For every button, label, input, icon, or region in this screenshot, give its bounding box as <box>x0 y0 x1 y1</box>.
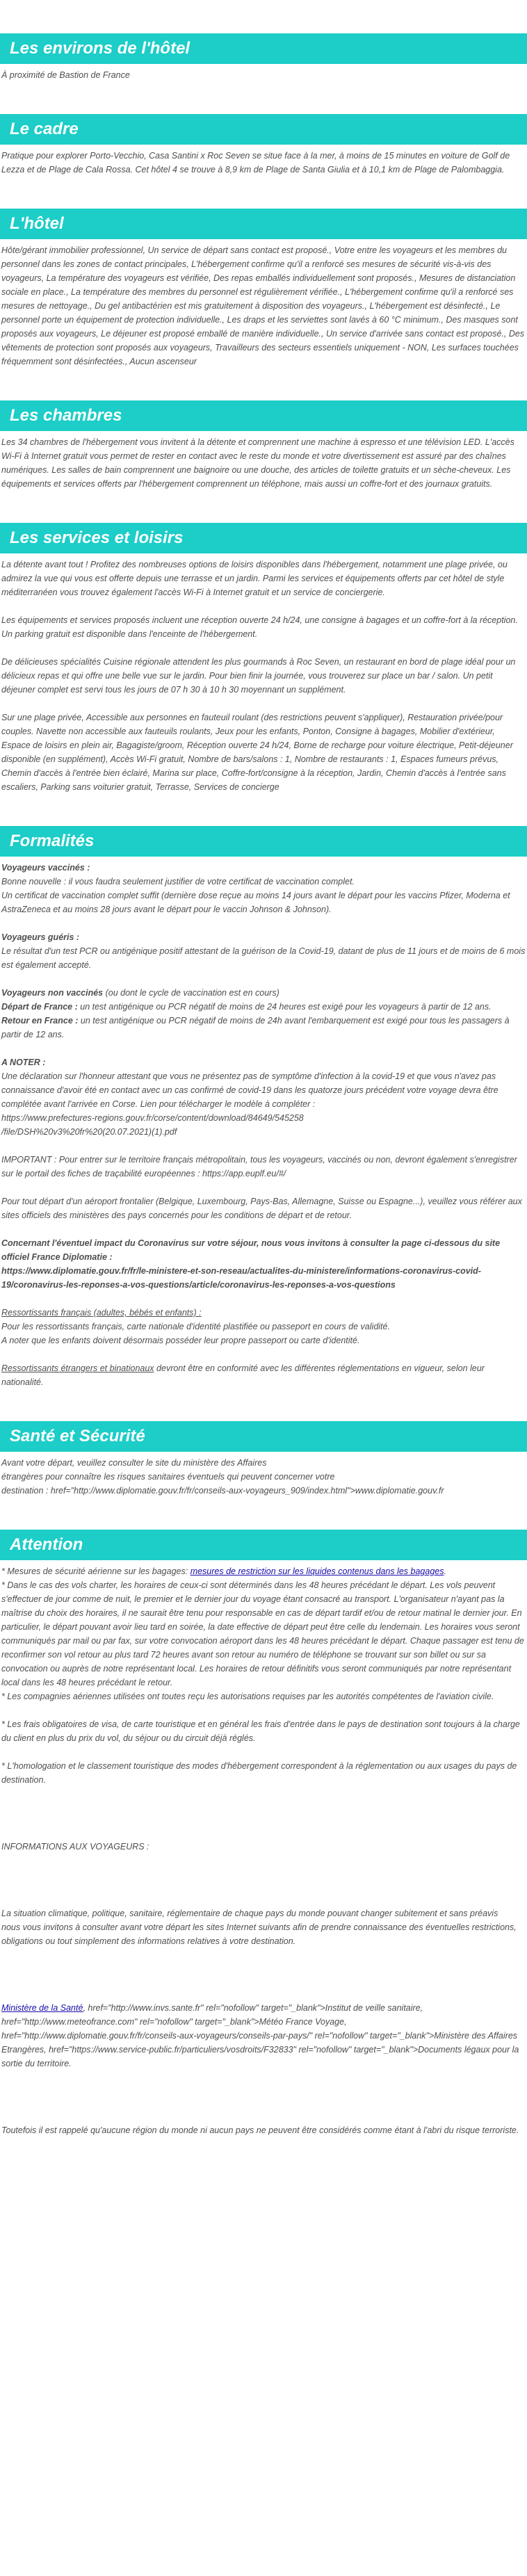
situation-text: La situation climatique, politique, sanitaire, réglementaire de chaque pays du monde pouvant changer subitement et sans préavis <box>1 1909 498 1918</box>
final-text: Toutefois il est rappelé qu'aucune région du monde ni aucun pays ne peuvent être considérés comme étant à l'abri du risque terroriste. <box>1 2125 519 2135</box>
ressortissants-fr-line: A noter que les enfants doivent désormais posséder leur propre passeport ou carte d'identité. <box>1 1336 360 1345</box>
important-text: IMPORTANT : Pour entrer sur le territoire français métropolitain, tous les voyageurs, vaccinés ou non, devront également s'enregistrer sur le portail des fiches de traçabilité européennes : https://app.euplf.eu/#/ <box>1 1155 517 1178</box>
non-vaccines-heading: Voyageurs non vaccinés <box>1 988 104 998</box>
vaccines-block <box>1 861 526 916</box>
spacer <box>1 1801 526 1840</box>
environs-body <box>0 64 527 82</box>
non-vaccines-block <box>1 986 526 1042</box>
services-paragraph: Les équipements et services proposés incluent une réception ouverte 24 h/24, une consigne à bagages et un coffre-fort à la réception. Un parking gratuit est disponible dans l'enceinte de l'hébergement. <box>1 615 518 639</box>
ressortissants-etr-heading: Ressortissants étrangers et binationaux <box>1 1363 154 1373</box>
sites-text: , href="http://www.invs.sante.fr" rel="nofollow" target="_blank">Institut de veille sanitaire, href="http://www.meteofrance.com" rel="nofollow" target="_blank">Météo France Voyage, href="http://www.diplomatie.gouv.fr/fr/conseils-aux-voyageurs/conseils-par-pays/" rel="nofollow" target="_blank">Ministère des Affaires Etrangères, href="https://www.service-public.fr/particuliers/vosdroits/F32833" rel="nofollow" target="_blank">Documents légaux pour la sortie du territoire. <box>1 2003 519 2068</box>
services-heading: Les services et loisirs <box>0 523 527 553</box>
formalites-heading: Formalités <box>0 826 527 857</box>
sante-section <box>0 1421 527 1498</box>
infos-heading: INFORMATIONS AUX VOYAGEURS : <box>1 1842 149 1852</box>
cadre-body <box>0 145 527 177</box>
gueris-text: Le résultat d'un test PCR ou antigénique positif attestant de la guérison de la Covid-19, datant de plus de 11 jours et de moins de 6 mois est également accepté. <box>1 946 526 970</box>
attention-mesures <box>1 1564 526 1703</box>
cadre-section <box>0 114 527 177</box>
vaccines-line: Un certificat de vaccination complet suffit (dernière dose reçue au moins 14 jours avant le départ pour les vaccins Pfizer, Moderna et AstraZeneca et au moins 28 jours avant le départ pour le vaccin Johnson & Johnson). <box>1 891 510 914</box>
note-heading: A NOTER : <box>1 1058 46 1067</box>
attention-heading: Attention <box>0 1530 527 1560</box>
situation-block <box>1 1906 526 1948</box>
ressortissants-fr-line: Pour les ressortissants français, carte nationale d'identité plastifiée ou passeport en cours de validité. <box>1 1322 390 1331</box>
attention-body <box>0 1560 527 2137</box>
services-body <box>0 553 527 794</box>
vaccines-heading: Voyageurs vaccinés : <box>1 863 90 873</box>
sante-ministry-link[interactable]: Ministère de la Santé <box>1 2003 83 2013</box>
chambres-body <box>0 431 527 491</box>
sante-block <box>1 1456 526 1498</box>
chambres-text: Les 34 chambres de l'hébergement vous invitent à la détente et comprennent une machine à espresso et une télévision LED. L'accès Wi-Fi à Internet gratuit vous permet de rester en contact avec le reste du monde et votre divertissement est assuré par des chaînes numériques. Les salles de bain comprennent une baignoire ou une douche, des articles de toilette gratuits et un sèche-cheveux. Les équipements et services offerts par l'hébergement comprennent un téléphone, mais aussi un coffre-fort et des journaux gratuits. <box>1 437 514 489</box>
hotel-body <box>0 239 527 368</box>
compagnies-text: * Les compagnies aériennes utilisées ont toutes reçu les autorisations requises par les autorités compétentes de l'aviation civile. <box>1 1692 494 1701</box>
invitation-text: nous vous invitons à consulter avant votre départ les sites Internet suivants afin de prendre connaissance des éventuelles restrictions, obligations ou tout simplement des informations relatives à votre destination. <box>1 1922 517 1946</box>
services-paragraph: La détente avant tout ! Profitez des nombreuses options de loisirs disponibles dans l'hébergement, notamment une plage privée, ou admirez la vue qui vous est offerte depuis une terrasse et un jardin. Parmi les services et équipements offerts par cet hôtel de style méditerranéen vous trouvez également l'accès Wi-Fi à Internet gratuit et un service de conciergerie. <box>1 560 508 597</box>
spacer <box>1 1868 526 1906</box>
sante-heading: Santé et Sécurité <box>0 1421 527 1452</box>
sante-body <box>0 1452 527 1498</box>
attention-section <box>0 1530 527 2137</box>
vaccines-line: Bonne nouvelle : il vous faudra seulement justifier de votre certificat de vaccination complet. <box>1 877 355 886</box>
note-url: /file/DSH%20v3%20fr%20(20.07.2021)(1).pdf <box>1 1127 177 1137</box>
sante-line: Avant votre départ, veuillez consulter le site du ministère des Affaires <box>1 1458 267 1468</box>
cadre-heading: Le cadre <box>0 114 527 145</box>
concernant-block <box>1 1236 526 1292</box>
ressortissants-fr-block <box>1 1306 526 1347</box>
pays-text: Pour tout départ d'un aéroport frontalier (Belgique, Luxembourg, Pays-Bas, Allemagne, Suisse ou Espagne...), veuillez vous référer aux sites officiels des ministères des pays concernés pour les conditions de départ et de retour. <box>1 1197 522 1220</box>
note-line: Une déclaration sur l'honneur attestant que vous ne présentez pas de symptôme d'infection à la covid-19 et que vous n'avez pas connaissance d'avoir été en contact avec un cas confirmé de covid-19 dans les quatorze jours précédent votre voyage devra être complétée avant l'arrivée en Corse. Lien pour télécharger le modèle à compléter : <box>1 1071 498 1109</box>
mesures-suffix: . <box>444 1566 446 1576</box>
concernant-text: Concernant l'éventuel impact du Coronavirus sur votre séjour, nous vous invitons à consulter la page ci-dessous du site officiel France Diplomatie : <box>1 1238 501 1262</box>
formalites-body <box>0 857 527 1389</box>
frais-text: * Les frais obligatoires de visa, de carte touristique et en général les frais d'entrée dans le pays de destination sont toujours à la charge du client en plus du prix du vol, du séjour ou du circuit déjà réglés. <box>1 1719 520 1743</box>
non-vaccines-suffix: (ou dont le cycle de vaccination est en cours) <box>103 988 279 998</box>
ressortissants-fr-heading: Ressortissants français (adultes, bébés et enfants) : <box>1 1308 202 1318</box>
mesures-prefix: * Mesures de sécurité aérienne sur les bagages: <box>1 1566 190 1576</box>
gueris-heading: Voyageurs guéris : <box>1 932 80 942</box>
ressortissants-etr-block <box>1 1361 526 1389</box>
environs-section <box>0 33 527 82</box>
services-section <box>0 523 527 794</box>
sante-line: étrangères pour connaître les risques sanitaires éventuels qui peuvent concerner votre <box>1 1472 335 1482</box>
depart-text: un test antigénique ou PCR négatif de moins de 24 heures est exigé pour les voyageurs à partir de 12 ans. <box>77 1002 492 1012</box>
cadre-text: Pratique pour explorer Porto-Vecchio, Casa Santini x Roc Seven se situe face à la mer, à moins de 15 minutes en voiture de Golf de Lezza et de Plage de Cala Rossa. Cet hôtel 4 se trouve à 8,9 km de Plage de Santa Giulia et à 10,1 km de Plage de Palombaggia. <box>1 151 510 175</box>
spacer <box>1 1962 526 2001</box>
environs-text: À proximité de Bastion de France <box>1 70 130 80</box>
chambres-heading: Les chambres <box>0 400 527 431</box>
chambres-section <box>0 400 527 491</box>
retour-label: Retour en France : <box>1 1016 79 1026</box>
concernant-url: https://www.diplomatie.gouv.fr/fr/le-ministere-et-son-reseau/actualites-du-ministere/informations-coronavirus-covid-19/coronavirus-les-reponses-a-vos-questions/article/coronavirus-les-reponses-a-vos-questions <box>1 1266 481 1290</box>
note-url: https://www.prefectures-regions.gouv.fr/corse/content/download/84649/545258 <box>1 1113 304 1123</box>
environs-heading: Les environs de l'hôtel <box>0 33 527 64</box>
depart-label: Départ de France : <box>1 1002 78 1012</box>
classement-text: * L'homologation et le classement touristique des modes d'hébergement correspondent à la réglementation ou aux usages du pays de destination. <box>1 1761 517 1785</box>
gueris-block <box>1 930 526 972</box>
hotel-details-page <box>0 33 527 2137</box>
hotel-section <box>0 209 527 368</box>
charter-text: * Dans le cas des vols charter, les horaires de ceux-ci sont déterminés dans les 48 heures précédant le départ. Les vols peuvent s'effectuer de jour comme de nuit, le premier et le dernier jour du voyage étant consacré au transport. L'organisateur n'ayant pas la maîtrise du choix des horaires, il ne saurait être tenu pour responsable en cas de départ tardif et/ou de retour matinal le dernier jour. En particulier, le départ pouvant avoir lieu tard en soirée, la date effective de départ peut être celle du lendemain. Les horaires vous seront communiqués par mail ou par fax, sur votre convocation aéroport dans les 48 heures précédant le départ. Chaque passager est tenu de reconfirmer son vol retour au plus tard 72 heures avant son retour au numéro de téléphone se trouvant sur son billet ou sur sa convocation ou auprès de notre représentant local. Les horaires de retour définitifs vous seront communiqués par notre représentant local dans les 48 heures précédant le retour. <box>1 1580 524 1687</box>
formalites-section <box>0 826 527 1389</box>
note-block <box>1 1055 526 1139</box>
spacer <box>1 2084 526 2123</box>
sante-line: destination : href="http://www.diplomatie.gouv.fr/fr/conseils-aux-voyageurs_909/index.html">www.diplomatie.gouv.fr <box>1 1486 444 1496</box>
mesures-link[interactable]: mesures de restriction sur les liquides contenus dans les bagages <box>190 1566 444 1576</box>
sites-block <box>1 2001 526 2071</box>
services-paragraph: De délicieuses spécialités Cuisine régionale attendent les plus gourmands à Roc Seven, un restaurant en bord de plage idéal pour un délicieux repas et qui offre une belle vue sur le jardin. Pour bien finir la journée, vous trouverez sur place un bar / salon. Un petit déjeuner complet est servi tous les jours de 07 h 30 à 10 h 30 moyennant un supplément. <box>1 657 516 695</box>
services-paragraph: Sur une plage privée, Accessible aux personnes en fauteuil roulant (des restrictions peuvent s'appliquer), Restauration privée/pour couples. Navette non accessible aux fauteuils roulants, Jeux pour les enfants, Ponton, Consigne à bagages, Mobilier d'extérieur, Espace de loisirs en plein air, Bagagiste/groom, Réception ouverte 24 h/24, Borne de recharge pour voiture électrique, Petit-déjeuner disponible (en supplément), Accès Wi-Fi gratuit, Nombre de bars/salons : 1, Nombre de restaurants : 1, Espaces fumeurs prévus, Chemin d'accès à l'entrée bien éclairé, Marina sur place, Coffre-fort/consigne à la réception, Jardin, Chemin d'accès à l'entrée sans escaliers, Parking sans voiturier gratuit, Terrasse, Services de concierge <box>1 713 513 792</box>
ressortissants-etr-text: devront être en conformité avec les différentes réglementations en vigueur, selon leur nationalité. <box>1 1363 485 1387</box>
retour-text: un test antigénique ou PCR négatif de moins de 24h avant l'embarquement est exigé pour tous les passagers à partir de 12 ans. <box>1 1016 510 1039</box>
hotel-heading: L'hôtel <box>0 209 527 239</box>
hotel-text: Hôte/gérant immobilier professionnel, Un service de départ sans contact est proposé., Votre entre les voyageurs et les membres du personnel dans les zones de contact principales, L'hébergement confirme qu'il a renforcé ses mesures de sécurité vis-à-vis des voyageurs, La température des voyageurs est vérifiée, Des repas emballés individuellement sont proposés., Mesures de distanciation sociale en place., La température des membres du personnel est régulièrement vérifiée., L'hébergement confirme qu'il a renforcé ses mesures de nettoyage., Du gel antibactérien est mis gratuitement à disposition des voyageurs., L'hébergement est désinfecté., Le personnel porte un équipement de protection individuelle., Les draps et les serviettes sont lavés à 60 °C minimum., Des masques sont proposés aux voyageurs, Le déjeuner est proposé emballé de manière individuelle., Un service d'arrivée sans contact est proposé., Des vêtements de protection sont proposés aux voyageurs, Travailleurs des secteurs essentiels uniquement - NON, Les surfaces touchées fréquemment sont désinfectées., Aucun ascenseur <box>1 245 525 366</box>
